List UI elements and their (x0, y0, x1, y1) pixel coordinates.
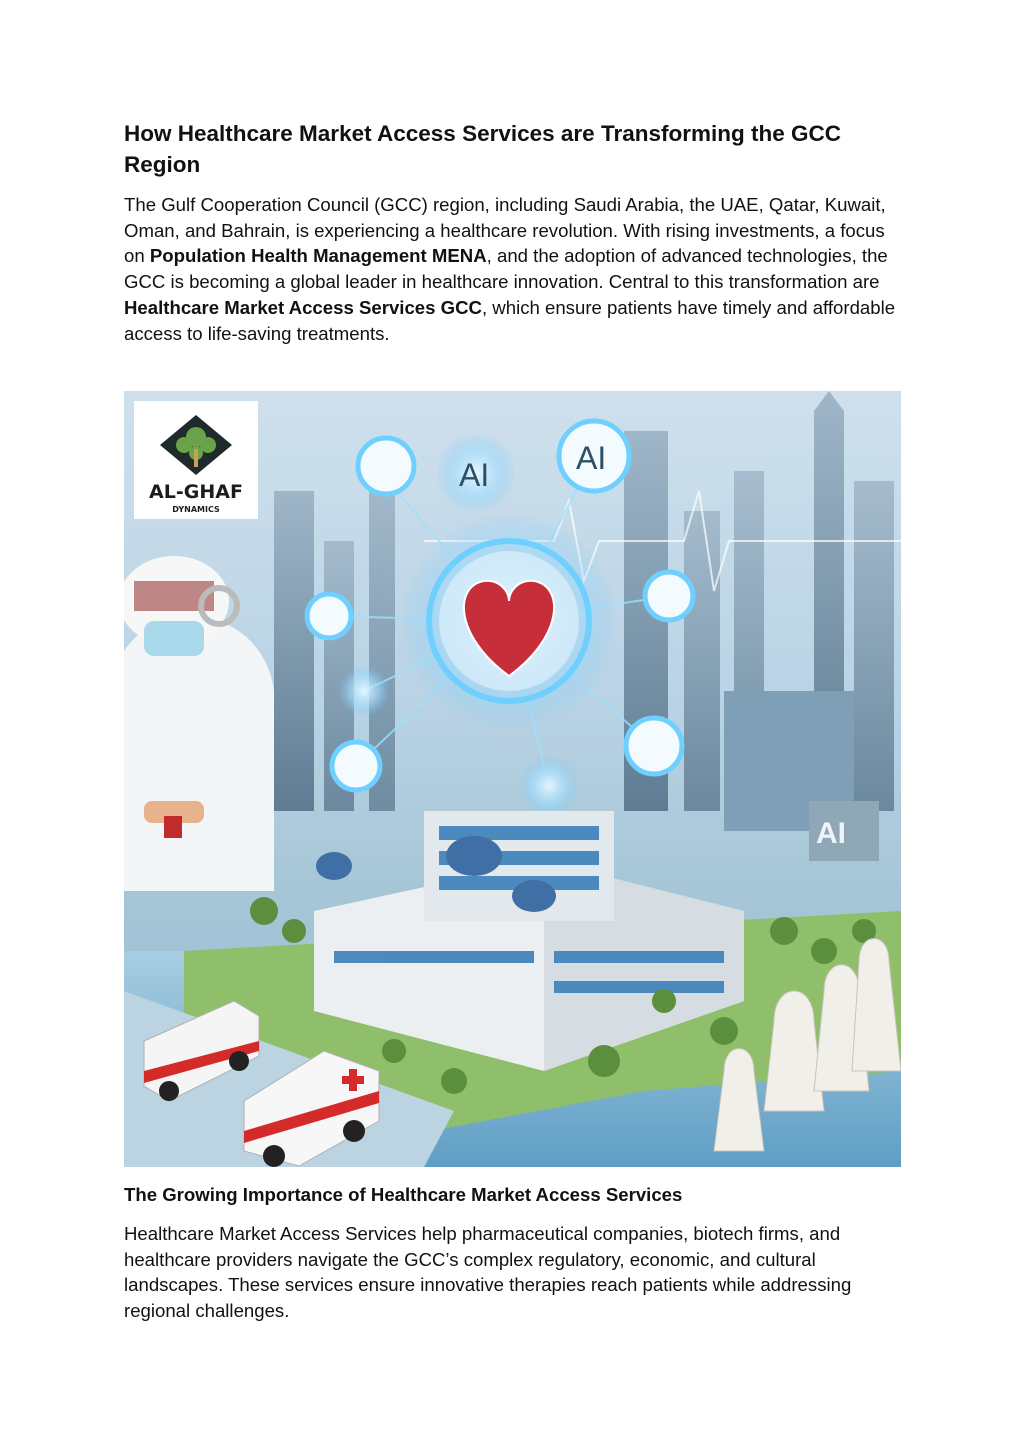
device-icon (307, 594, 351, 638)
article (124, 118, 902, 346)
ai-bubble-label-2: AI (576, 440, 607, 476)
logo-subtitle: DYNAMICS (172, 505, 220, 514)
alghaf-logo (134, 401, 258, 519)
section-heading: The Growing Importance of Healthcare Market Access Services (124, 1184, 683, 1205)
intro-text-1: The Gulf Cooperation Council (GCC) region, including Saudi Arabia, the UAE, Qatar, Kuwait, Oman, and Bahrain, is experiencing a healthcare revolution. With rising investments, a focus on (124, 194, 886, 267)
chat-icon (358, 438, 414, 494)
building-ai-label: AI (816, 817, 846, 850)
globe-icon (338, 665, 390, 717)
intro-text-3: , which ensure patients have timely and affordable access to life-saving treatments. (124, 296, 896, 344)
data-globe-icon (519, 756, 579, 816)
intro-bold-1: Population Health Management MENA (149, 245, 487, 267)
hero-illustration (124, 391, 901, 1167)
brain-icon (626, 718, 682, 774)
doctor-figure (124, 556, 274, 891)
section-growing-importance (124, 1183, 902, 1324)
intro-paragraph (124, 192, 902, 346)
intro-text-2: , and the adoption of advanced technologies, the GCC is becoming a global leader in healthcare innovation. Central to this transformation are (124, 245, 888, 293)
medicine-icon (332, 742, 380, 790)
article-title: How Healthcare Market Access Services are Transforming the GCC Region (124, 121, 841, 177)
logo-name: AL-GHAF (149, 481, 243, 503)
scan-icon (645, 572, 693, 620)
hero-illustration-svg (124, 391, 901, 1167)
section-body: Healthcare Market Access Services help pharmaceutical companies, biotech firms, and healthcare providers navigate the GCC’s complex regulatory, economic, and cultural landscapes. These services ensure innovative therapies reach patients while addressing regional challenges. (124, 1223, 852, 1322)
ai-bubble-label-1: AI (459, 457, 490, 493)
intro-bold-2: Healthcare Market Access Services GCC (124, 296, 482, 318)
